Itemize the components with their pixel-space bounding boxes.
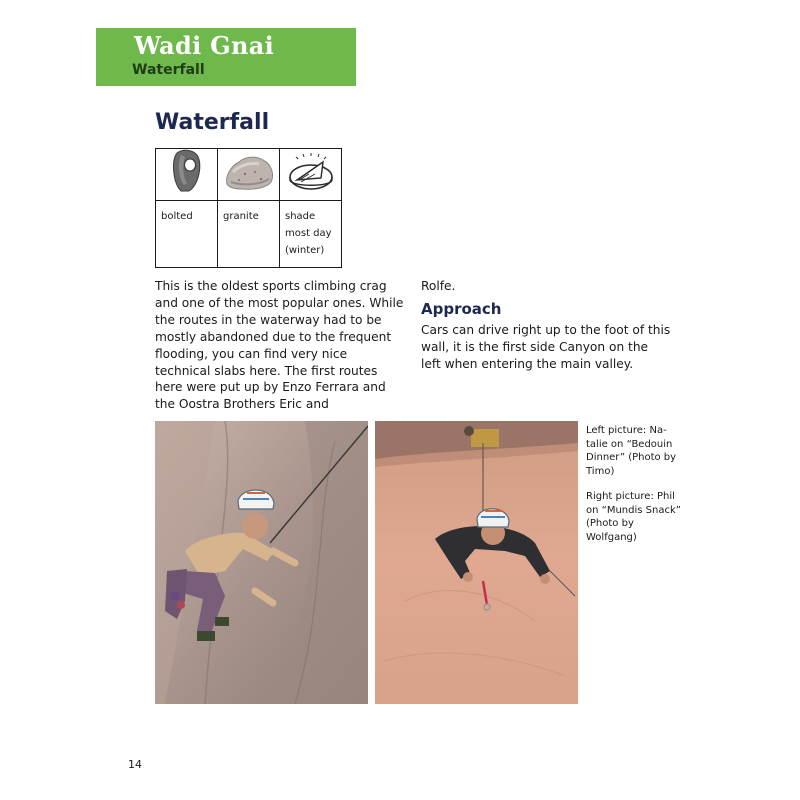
photo-left-climber <box>155 421 368 704</box>
info-label-bolted: bolted <box>156 201 218 268</box>
intro-paragraph-continued: Rolfe. <box>421 279 456 293</box>
bolt-hanger-icon <box>167 149 207 195</box>
caption-right-picture: Right picture: Phil on “Mundis Snack” (Photo by Wolfgang) <box>586 491 681 543</box>
intro-paragraph: This is the oldest sports climbing crag and one of the most popular ones. While the routes in the waterway had to be mostly abandoned due to the frequent flooding, you can find very nice technical slabs here. The first routes here were put up by Enzo Ferrara and the Oostra Brothers Eric and <box>155 279 404 412</box>
approach-column <box>421 278 671 373</box>
section-title: Waterfall <box>155 110 270 135</box>
sundial-shade-icon <box>285 150 337 194</box>
granite-rock-icon <box>223 152 275 192</box>
info-cell-shade-icon <box>280 149 342 201</box>
crag-info-table <box>155 148 342 268</box>
photo-right-climber <box>375 421 578 704</box>
intro-text-column <box>155 278 405 413</box>
chapter-header <box>96 28 356 86</box>
info-label-shade: shade most day (winter) <box>280 201 342 268</box>
info-label-granite: granite <box>218 201 280 268</box>
approach-paragraph: Cars can drive right up to the foot of this wall, it is the first side Canyon on the left when entering the main valley. <box>421 322 671 371</box>
caption-left-picture: Left picture: Na- talie on “Bedouin Dinner” (Photo by Timo) <box>586 425 677 477</box>
area-title: Wadi Gnai <box>134 31 274 60</box>
page-number: 14 <box>128 758 142 771</box>
crag-subtitle: Waterfall <box>132 62 205 78</box>
info-cell-granite-icon <box>218 149 280 201</box>
approach-heading: Approach <box>421 299 502 318</box>
info-cell-bolted-icon <box>156 149 218 201</box>
